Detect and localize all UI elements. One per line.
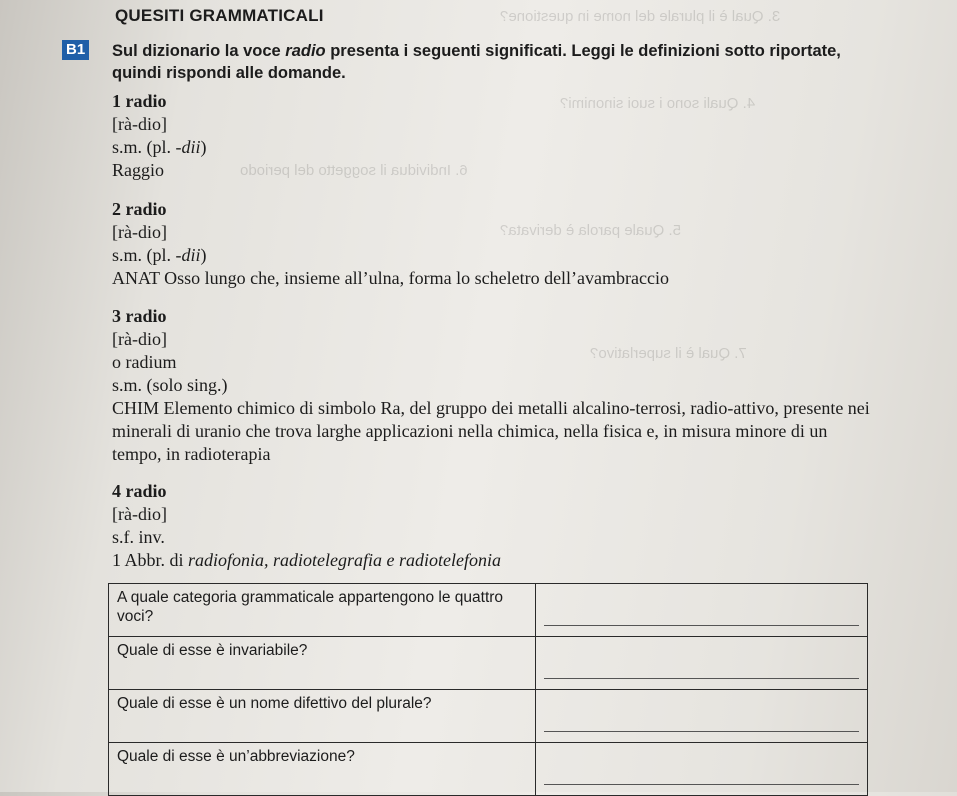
entry-headword: 4 radio (112, 481, 167, 501)
question-row (109, 637, 868, 690)
bleed-through-text: 7. Qual è il superlativo? (590, 345, 747, 362)
dictionary-entry-2 (112, 198, 669, 290)
entry-syllables: [rà-dio] (112, 329, 167, 349)
question-text: Quale di esse è un’abbreviazione? (109, 743, 536, 796)
bleed-through-text: 5. Quale parola è derivata? (500, 222, 681, 239)
bleed-through-text: 4. Quali sono i suoi sinonimi? (560, 95, 756, 112)
question-row (109, 690, 868, 743)
answer-field[interactable] (536, 743, 868, 796)
exercise-badge: B1 (62, 40, 89, 60)
answer-line (544, 731, 859, 732)
question-row (109, 743, 868, 796)
answer-field[interactable] (536, 584, 868, 637)
bleed-through-text: 6. Individua il soggetto del periodo (240, 162, 468, 179)
entry-headword: 2 radio (112, 199, 167, 219)
entry-headword: 1 radio (112, 91, 167, 111)
entry-definition: Raggio (112, 160, 164, 180)
entry-definition: ANAT Osso lungo che, insieme all’ulna, forma lo scheletro dell’avambraccio (112, 268, 669, 288)
answer-line (544, 784, 859, 785)
entry-grammar: s.m. (pl. -dii) (112, 245, 207, 265)
entry-definition: CHIM Elemento chimico di simbolo Ra, del gruppo dei metalli alcalino-terrosi, radio-attivo, presente nei minerali di uranio che trova larghe applicazioni nella chimica, nella fisica e, in misura minore di un tempo, in radioterapia (112, 398, 870, 464)
entry-syllables: [rà-dio] (112, 504, 167, 524)
answer-line (544, 625, 859, 626)
section-heading: QUESITI GRAMMATICALI (115, 6, 324, 25)
answer-field[interactable] (536, 690, 868, 743)
entry-grammar: s.m. (solo sing.) (112, 375, 228, 395)
questions-table (108, 583, 868, 796)
question-text: Quale di esse è invariabile? (109, 637, 536, 690)
entry-variant: o radium (112, 352, 177, 372)
bleed-through-text: 3. Qual è il plurale del nome in questione? (500, 8, 781, 25)
entry-headword: 3 radio (112, 306, 167, 326)
question-row (109, 584, 868, 637)
dictionary-entry-4 (112, 480, 501, 572)
entry-grammar: s.m. (pl. -dii) (112, 137, 207, 157)
entry-syllables: [rà-dio] (112, 114, 167, 134)
entry-grammar: s.f. inv. (112, 527, 165, 547)
question-text: A quale categoria grammaticale appartengono le quattro voci? (109, 584, 536, 637)
answer-field[interactable] (536, 637, 868, 690)
dictionary-entry-3 (112, 305, 872, 466)
question-text: Quale di esse è un nome difettivo del plurale? (109, 690, 536, 743)
exercise-instruction: Sul dizionario la voce radio presenta i seguenti significati. Leggi le definizioni sotto riportate, quindi rispondi alle domande. (112, 42, 841, 82)
dictionary-entry-1 (112, 90, 207, 182)
entry-syllables: [rà-dio] (112, 222, 167, 242)
answer-line (544, 678, 859, 679)
entry-definition: 1 Abbr. di radiofonia, radiotelegrafia e radiotelefonia (112, 550, 501, 570)
